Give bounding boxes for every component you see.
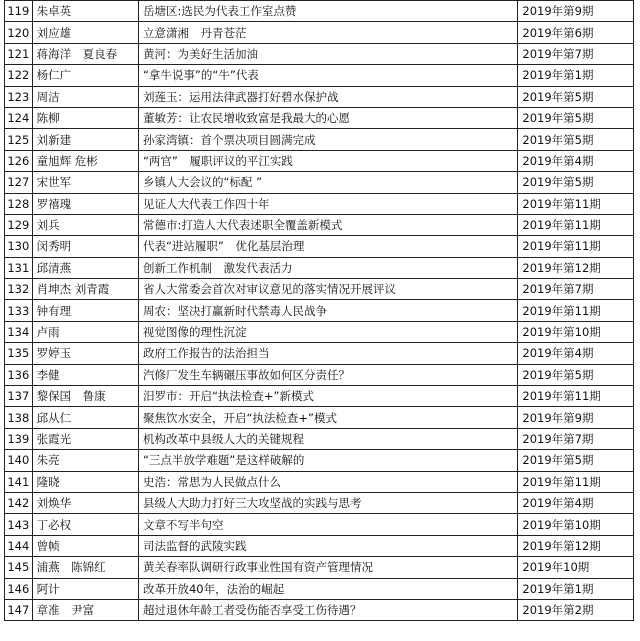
author-cell: 邱清燕 <box>32 257 138 278</box>
row-number: 119 <box>5 1 33 22</box>
issue-cell: 2019年第7期 <box>518 279 634 300</box>
title-cell: 视觉图像的理性沉淀 <box>138 321 517 342</box>
title-cell: 见证人大代表工作四十年 <box>138 193 517 214</box>
row-number: 131 <box>5 257 33 278</box>
row-number: 130 <box>5 236 33 257</box>
author-cell: 刘焕华 <box>32 492 138 513</box>
table-row <box>5 43 634 64</box>
row-number: 145 <box>5 557 33 578</box>
author-cell: 刘兵 <box>32 214 138 235</box>
author-cell: 李健 <box>32 364 138 385</box>
row-number: 127 <box>5 172 33 193</box>
title-cell: 文章不写半句空 <box>138 514 517 535</box>
title-cell: 汨罗市：开启“执法检查+”新模式 <box>138 386 517 407</box>
table-row <box>5 343 634 364</box>
title-cell: 汽修厂发生车辆碾压事故如何区分责任？ <box>138 364 517 385</box>
row-number: 143 <box>5 514 33 535</box>
row-number: 134 <box>5 321 33 342</box>
author-cell: 黎保国 鲁康 <box>32 386 138 407</box>
issue-cell: 2019年第9期 <box>518 407 634 428</box>
title-cell: “三点半放学难题”是这样破解的 <box>138 450 517 471</box>
issue-cell: 2019年第5期 <box>518 107 634 128</box>
row-number: 141 <box>5 471 33 492</box>
issue-cell: 2019年第4期 <box>518 492 634 513</box>
row-number: 146 <box>5 578 33 599</box>
author-cell: 童旭辉 危彬 <box>32 150 138 171</box>
title-cell: “拿牛说事”的“牛”代表 <box>138 65 517 86</box>
author-cell: 刘应雄 <box>32 22 138 43</box>
row-number: 132 <box>5 279 33 300</box>
author-cell: 浦燕 陈锦红 <box>32 557 138 578</box>
table-body <box>5 1 634 621</box>
table-row <box>5 578 634 599</box>
title-cell: 代表“进站履职” 优化基层治理 <box>138 236 517 257</box>
title-cell: 黄河：为美好生活加油 <box>138 43 517 64</box>
table-row <box>5 321 634 342</box>
row-number: 139 <box>5 428 33 449</box>
author-cell: 钟有理 <box>32 300 138 321</box>
row-number: 135 <box>5 343 33 364</box>
table-row <box>5 514 634 535</box>
author-cell: 蒋海洋 夏良春 <box>32 43 138 64</box>
table-row <box>5 257 634 278</box>
table-row <box>5 300 634 321</box>
row-number: 128 <box>5 193 33 214</box>
title-cell: 董敏芳：让农民增收致富是我最大的心愿 <box>138 107 517 128</box>
issue-cell: 2019年10期 <box>518 557 634 578</box>
author-cell: 周洁 <box>32 86 138 107</box>
issue-cell: 2019年第6期 <box>518 22 634 43</box>
row-number: 120 <box>5 22 33 43</box>
title-cell: 政府工作报告的法治担当 <box>138 343 517 364</box>
row-number: 137 <box>5 386 33 407</box>
title-cell: 县级人大助力打好三大攻坚战的实践与思考 <box>138 492 517 513</box>
author-cell: 章准 尹富 <box>32 599 138 620</box>
issue-cell: 2019年第5期 <box>518 86 634 107</box>
title-cell: 孙家湾镇：首个票决项目圆满完成 <box>138 129 517 150</box>
table-row <box>5 386 634 407</box>
title-cell: 改革开放40年，法治的崛起 <box>138 578 517 599</box>
author-cell: 曾帧 <box>32 535 138 556</box>
issue-cell: 2019年第5期 <box>518 450 634 471</box>
issue-cell: 2019年第10期 <box>518 514 634 535</box>
title-cell: 黄关春率队调研行政事业性国有资产管理情况 <box>138 557 517 578</box>
author-cell: 朱卓英 <box>32 1 138 22</box>
row-number: 147 <box>5 599 33 620</box>
row-number: 122 <box>5 65 33 86</box>
issue-cell: 2019年第12期 <box>518 535 634 556</box>
row-number: 136 <box>5 364 33 385</box>
table-row <box>5 236 634 257</box>
row-number: 140 <box>5 450 33 471</box>
author-cell: 隆晓 <box>32 471 138 492</box>
issue-cell: 2019年第7期 <box>518 43 634 64</box>
table-row <box>5 492 634 513</box>
row-number: 126 <box>5 150 33 171</box>
row-number: 124 <box>5 107 33 128</box>
issue-cell: 2019年第5期 <box>518 364 634 385</box>
issue-cell: 2019年第11期 <box>518 236 634 257</box>
title-cell: 岳塘区:选民为代表工作室点赞 <box>138 1 517 22</box>
author-cell: 陈柳 <box>32 107 138 128</box>
issue-cell: 2019年第1期 <box>518 578 634 599</box>
author-cell: 肖坤杰 刘青霞 <box>32 279 138 300</box>
title-cell: “两官” 履职评议的平江实践 <box>138 150 517 171</box>
table-row <box>5 65 634 86</box>
author-cell: 闵秀明 <box>32 236 138 257</box>
title-cell: 乡镇人大会议的“标配 ” <box>138 172 517 193</box>
title-cell: 创新工作机制 激发代表活力 <box>138 257 517 278</box>
issue-cell: 2019年第11期 <box>518 193 634 214</box>
issue-cell: 2019年第5期 <box>518 172 634 193</box>
author-cell: 朱亮 <box>32 450 138 471</box>
row-number: 138 <box>5 407 33 428</box>
author-cell: 杨仁广 <box>32 65 138 86</box>
table-row <box>5 214 634 235</box>
issue-cell: 2019年第4期 <box>518 343 634 364</box>
issue-cell: 2019年第11期 <box>518 300 634 321</box>
author-cell: 刘新建 <box>32 129 138 150</box>
issue-cell: 2019年第7期 <box>518 428 634 449</box>
table-row <box>5 428 634 449</box>
issue-cell: 2019年第5期 <box>518 129 634 150</box>
row-number: 144 <box>5 535 33 556</box>
issue-cell: 2019年第11期 <box>518 471 634 492</box>
title-cell: 超过退休年龄工者受伤能否享受工伤待遇？ <box>138 599 517 620</box>
title-cell: 省人大常委会首次对审议意见的落实情况开展评议 <box>138 279 517 300</box>
author-cell: 宋世军 <box>32 172 138 193</box>
author-cell: 邱从仁 <box>32 407 138 428</box>
table-row <box>5 535 634 556</box>
author-cell: 张霞光 <box>32 428 138 449</box>
issue-cell: 2019年第11期 <box>518 386 634 407</box>
author-cell: 罗婷玉 <box>32 343 138 364</box>
table-row <box>5 22 634 43</box>
table-row <box>5 86 634 107</box>
table-row <box>5 1 634 22</box>
table-row <box>5 150 634 171</box>
title-cell: 常德市:打造人大代表述职全覆盖新模式 <box>138 214 517 235</box>
issue-cell: 2019年第4期 <box>518 150 634 171</box>
title-cell: 刘莲玉：运用法律武器打好碧水保护战 <box>138 86 517 107</box>
author-cell: 丁必权 <box>32 514 138 535</box>
table-row <box>5 471 634 492</box>
issue-cell: 2019年第10期 <box>518 321 634 342</box>
table-row <box>5 364 634 385</box>
row-number: 142 <box>5 492 33 513</box>
title-cell: 机构改革中县级人大的关键规程 <box>138 428 517 449</box>
table-row <box>5 450 634 471</box>
row-number: 129 <box>5 214 33 235</box>
table-row <box>5 172 634 193</box>
issue-cell: 2019年第12期 <box>518 257 634 278</box>
table-row <box>5 557 634 578</box>
author-cell: 罗禧瑰 <box>32 193 138 214</box>
issue-cell: 2019年第2期 <box>518 599 634 620</box>
title-cell: 聚焦饮水安全，开启“执法检查+”模式 <box>138 407 517 428</box>
issue-cell: 2019年第1期 <box>518 65 634 86</box>
author-cell: 阿计 <box>32 578 138 599</box>
author-cell: 卢雨 <box>32 321 138 342</box>
row-number: 123 <box>5 86 33 107</box>
table-row <box>5 129 634 150</box>
row-number: 121 <box>5 43 33 64</box>
title-cell: 立意潇湘 丹青苍茫 <box>138 22 517 43</box>
title-cell: 司法监督的武陵实践 <box>138 535 517 556</box>
issue-cell: 2019年第9期 <box>518 1 634 22</box>
table-row <box>5 107 634 128</box>
table-row <box>5 279 634 300</box>
table-row <box>5 599 634 620</box>
table-row <box>5 407 634 428</box>
issue-cell: 2019年第11期 <box>518 214 634 235</box>
article-index-table <box>4 0 634 621</box>
row-number: 133 <box>5 300 33 321</box>
row-number: 125 <box>5 129 33 150</box>
title-cell: 史浩：常思为人民做点什么 <box>138 471 517 492</box>
title-cell: 周农：坚决打赢新时代禁毒人民战争 <box>138 300 517 321</box>
table-row <box>5 193 634 214</box>
